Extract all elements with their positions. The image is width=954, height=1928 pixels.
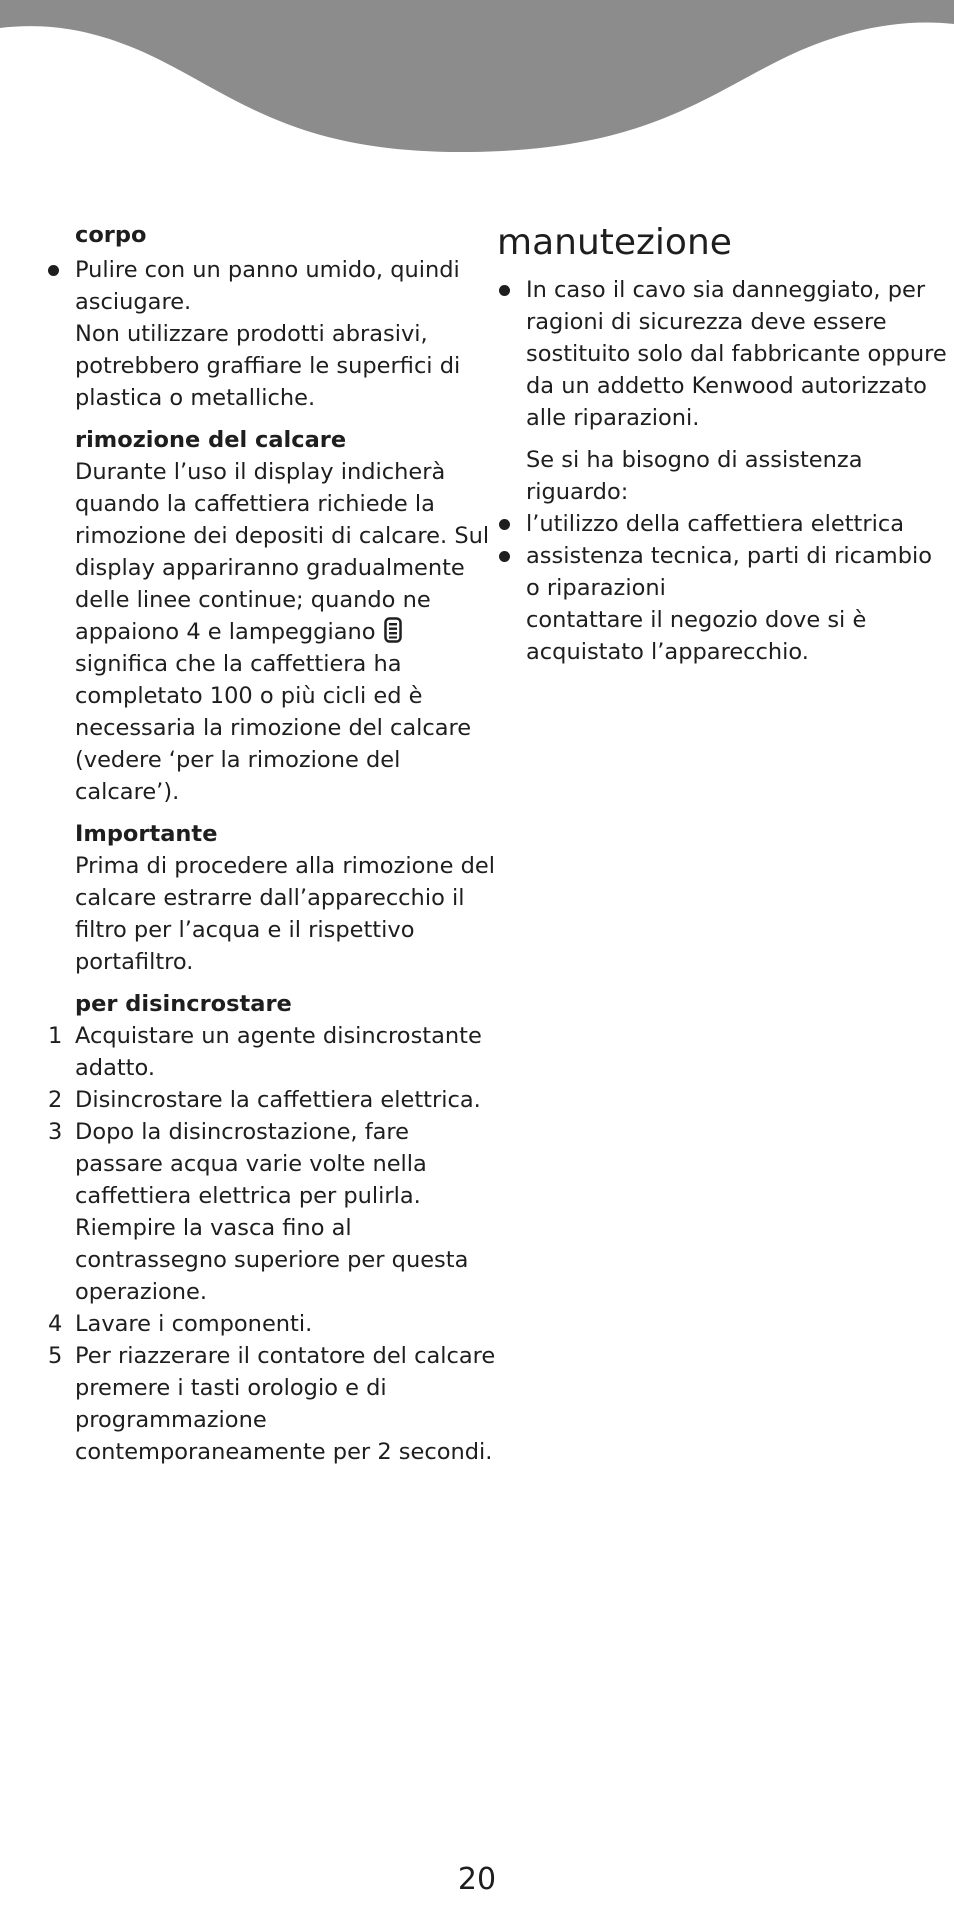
calcare-heading: rimozione del calcare (75, 427, 347, 453)
cable-line: sostituito solo dal fabbricante oppure (526, 341, 947, 367)
assist-intro-line: riguardo: (526, 479, 629, 505)
disincrostare-heading: per disincrostare (75, 991, 292, 1017)
calcare-line: necessaria la rimozione del calcare (75, 715, 472, 741)
calcare-line: display appariranno gradualmente (75, 555, 465, 581)
calcare-line: calcare’). (75, 779, 180, 805)
importante-line: filtro per l’acqua e il rispettivo (75, 917, 415, 943)
step-line: operazione. (75, 1279, 208, 1305)
step-line: 4 Lavare i componenti. (48, 1311, 313, 1337)
step-line: caffettiera elettrica per pulirla. (75, 1183, 421, 1209)
cable-line: alle riparazioni. (526, 405, 700, 431)
calcare-line: (vedere ‘per la rimozione del (75, 747, 401, 773)
corpo-note-line: Non utilizzare prodotti abrasivi, (75, 321, 428, 347)
contact-line: acquistato l’apparecchio. (526, 639, 809, 665)
assist-intro-line: Se si ha bisogno di assistenza (526, 447, 863, 473)
assist-line: o riparazioni (526, 575, 666, 601)
step-line: 2 Disincrostare la caffettiera elettrica. (48, 1087, 481, 1113)
step-line: contrassegno superiore per questa (75, 1247, 469, 1273)
calcare-line: Durante l’uso il display indicherà (75, 459, 446, 485)
calcare-line: quando la caffettiera richiede la (75, 491, 435, 517)
corpo-note-line: plastica o metalliche. (75, 385, 316, 411)
step-line: 1 Acquistare un agente disincrostante (48, 1023, 482, 1049)
section-title: manutezione (497, 222, 732, 263)
calcare-line: significa che la caffettiera ha (75, 651, 402, 677)
step-line: programmazione (75, 1407, 267, 1433)
corpo-heading: corpo (75, 222, 147, 248)
importante-line: Prima di procedere alla rimozione del (75, 853, 495, 879)
calcare-icon-line: appaiono 4 e lampeggiano (46, 616, 476, 648)
cable-line: ragioni di sicurezza deve essere (526, 309, 887, 335)
step-line: Riempire la vasca fino al (75, 1215, 352, 1241)
bullet-dot (499, 519, 510, 530)
calcare-line: rimozione dei depositi di calcare. Sul (75, 523, 490, 549)
importante-line: calcare estrarre dall’apparecchio il (75, 885, 465, 911)
cable-bullet-line: In caso il cavo sia danneggiato, per (497, 274, 927, 306)
left-column (46, 218, 496, 1468)
descale-display-icon (384, 617, 402, 643)
right-column (497, 218, 947, 668)
assist-bullet-line: l’utilizzo della caffettiera elettrica (497, 508, 927, 540)
bullet-dot (499, 285, 510, 296)
bullet-dot (499, 551, 510, 562)
corpo-note-line: potrebbero graffiare le superfici di (75, 353, 461, 379)
corpo-bullet-line: asciugare. (75, 289, 192, 315)
step-line: 3 Dopo la disincrostazione, fare (48, 1119, 410, 1145)
corpo-bullet-line: Pulire con un panno umido, quindi (46, 254, 476, 286)
contact-line: contattare il negozio dove si è (526, 607, 867, 633)
assist-bullet-line: assistenza tecnica, parti di ricambio (497, 540, 927, 572)
header-wave-decoration (0, 0, 954, 160)
step-line: 5 Per riazzerare il contatore del calcare (48, 1343, 496, 1369)
importante-line: portafiltro. (75, 949, 194, 975)
calcare-line: delle linee continue; quando ne (75, 587, 431, 613)
step-line: passare acqua varie volte nella (75, 1151, 427, 1177)
step-line: adatto. (75, 1055, 156, 1081)
cable-line: da un addetto Kenwood autorizzato (526, 373, 927, 399)
step-line: premere i tasti orologio e di (75, 1375, 387, 1401)
page-number: 20 (457, 1862, 497, 1897)
bullet-dot (48, 265, 59, 276)
calcare-line: completato 100 o più cicli ed è (75, 683, 423, 709)
step-line: contemporaneamente per 2 secondi. (75, 1439, 493, 1465)
importante-heading: Importante (75, 821, 218, 847)
